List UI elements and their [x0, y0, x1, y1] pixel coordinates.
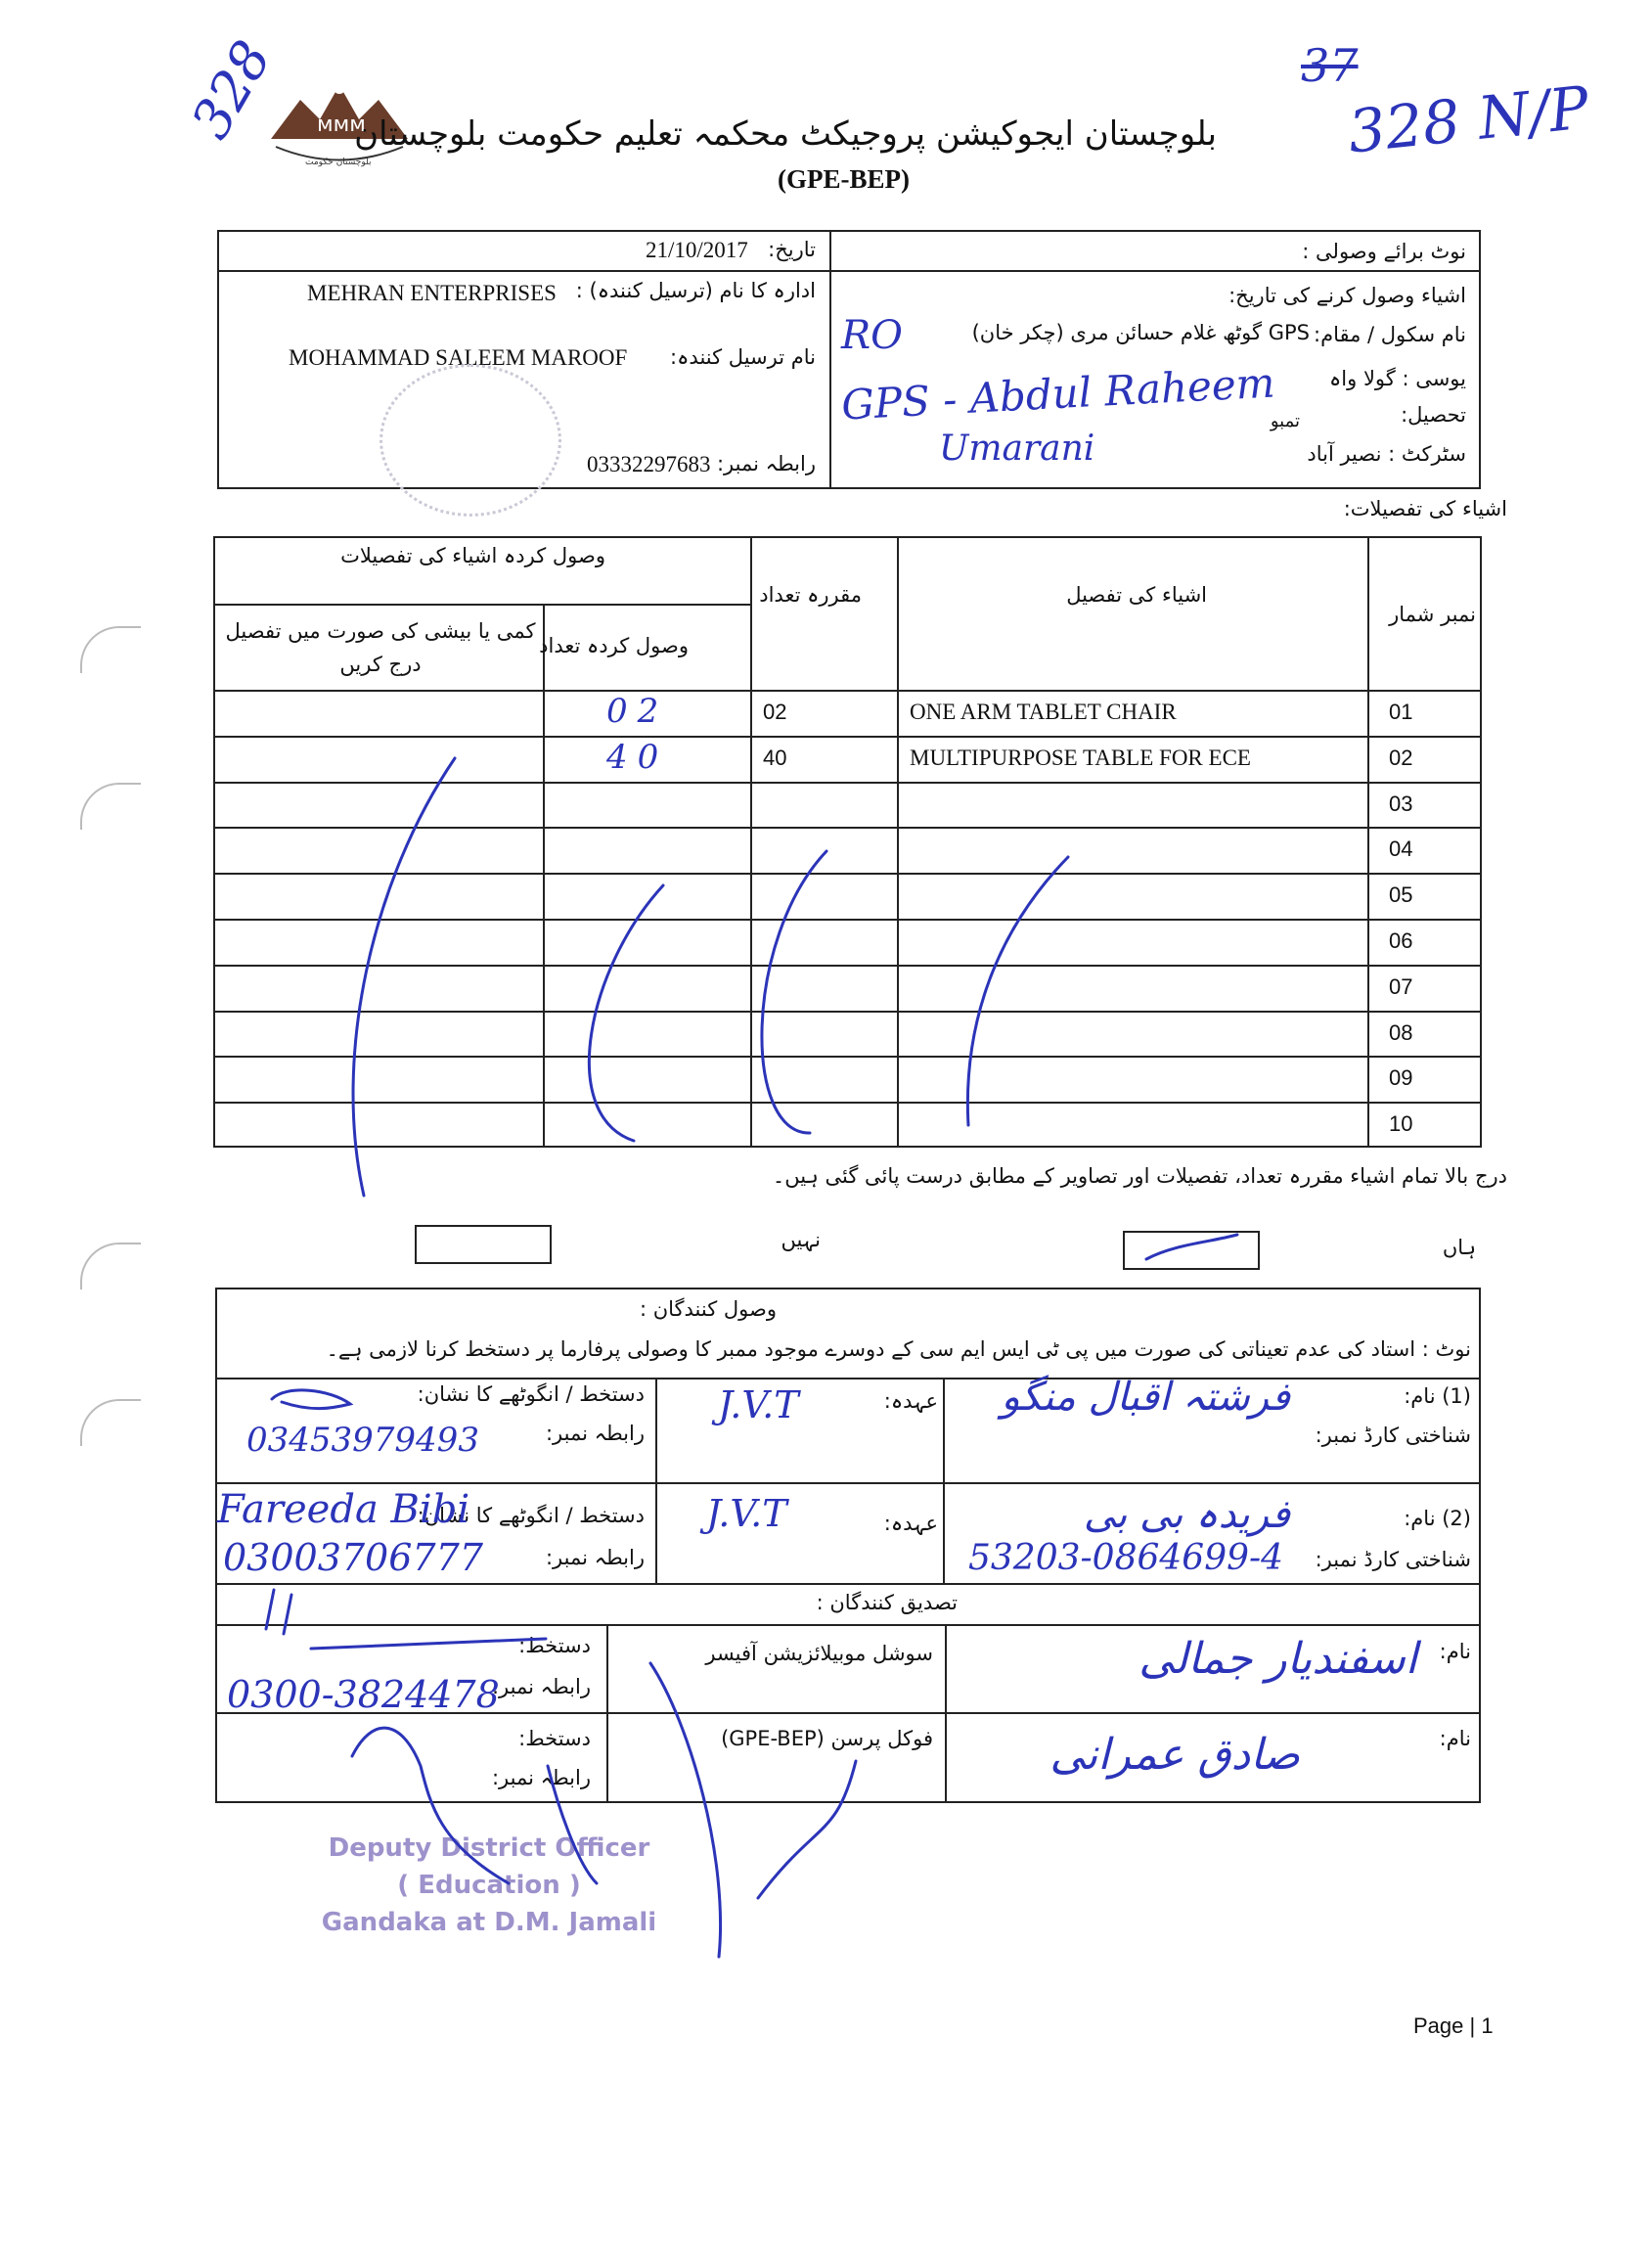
v1-contact-label: رابطہ نمبر:	[491, 1675, 591, 1698]
svg-text:ᴍᴍᴍ: ᴍᴍᴍ	[317, 113, 366, 137]
stamp-line-3: Gandaka at D.M. Jamali	[321, 1908, 657, 1937]
date-label: تاریخ:	[768, 238, 816, 261]
school-label: نام سکول / مقام:	[1314, 323, 1466, 346]
handwritten-struck-number: 37	[1301, 39, 1359, 92]
cancel-stroke	[589, 885, 663, 1141]
tehsil-label: تحصیل:	[1401, 403, 1466, 427]
items-section-label: اشیاء کی تفصیلات:	[1343, 497, 1507, 520]
v2-name: صادق عمرانی	[1049, 1730, 1300, 1780]
cell-serial: 06	[1389, 928, 1413, 953]
uc-label: یوسی : گولا واہ	[1329, 367, 1466, 390]
cell-serial: 10	[1389, 1111, 1413, 1137]
receivers-note: نوٹ : استاد کی عدم تعیناتی کی صورت میں پی ٹی ایس ایم سی کے دوسرے موجود ممبر کا وصولی پرفارما پر دستخط کرنا لازمی ہے۔	[326, 1337, 1471, 1361]
r1-sign-label: دستخط / انگوٹھے کا نشان:	[417, 1382, 645, 1406]
v1-signature	[266, 1590, 546, 1649]
sender-label: نام ترسیل کنندہ:	[670, 345, 816, 369]
district-label: سٹرکٹ : نصیر آباد	[1307, 442, 1466, 466]
v2-sign-label: دستخط:	[518, 1727, 591, 1750]
cell-received-qty: 40	[606, 737, 669, 777]
page-number: Page | 1	[1413, 2013, 1494, 2038]
r2-name: فریدہ بی بی	[1083, 1492, 1290, 1537]
school-value: GPS گوٹھ غلام حسائن مری (چکر خان)	[971, 321, 1310, 344]
cell-serial: 07	[1389, 973, 1413, 999]
org-value: MEHRAN ENTERPRISES	[307, 281, 557, 305]
cell-serial: 04	[1389, 837, 1413, 862]
contact-label: رابطہ نمبر:	[716, 452, 816, 475]
cell-serial: 02	[1389, 745, 1413, 770]
header-fixed-qty: مقررہ تعداد	[759, 583, 862, 607]
v2-role: فوکل پرسن (GPE-BEP)	[721, 1727, 933, 1750]
sender-value: MOHAMMAD SALEEM MAROOF	[289, 345, 628, 370]
cell-serial: 05	[1389, 882, 1413, 908]
v1-name-label: نام:	[1439, 1640, 1471, 1663]
page-subtitle: (GPE-BEP)	[778, 164, 910, 194]
r1-contact: 03453979493	[246, 1421, 479, 1460]
verifiers-section-label: تصدیق کنندگان :	[816, 1591, 958, 1614]
header-received-qty: وصول کردہ تعداد	[539, 634, 689, 657]
v2-name-label: نام:	[1439, 1727, 1471, 1750]
handwritten-umrani: Umarani	[939, 429, 1095, 469]
cell-serial: 09	[1389, 1065, 1413, 1091]
yes-label: ہاں	[1442, 1236, 1476, 1259]
r2-cnic-label: شناختی کارڈ نمبر:	[1315, 1548, 1471, 1571]
org-label: ادارہ کا نام (ترسیل کنندہ) :	[575, 279, 816, 302]
r1-signature	[272, 1390, 350, 1409]
v1-contact: 0300-3824478	[227, 1673, 500, 1716]
v1-name: اسفندیار جمالی	[1139, 1634, 1417, 1684]
r1-cnic-label: شناختی کارڈ نمبر:	[1315, 1424, 1471, 1447]
confirmation-statement: درج بالا تمام اشیاء مقررہ تعداد، تفصیلات اور تصاویر کے مطابق درست پائی گئی ہیں۔	[772, 1164, 1507, 1188]
note-label: نوٹ برائے وصولی :	[1302, 240, 1466, 263]
cell-serial: 03	[1389, 791, 1413, 816]
no-label: نہیں	[781, 1228, 821, 1251]
svg-text:بلوچستان حکومت: بلوچستان حکومت	[305, 158, 372, 167]
r1-contact-label: رابطہ نمبر:	[545, 1422, 645, 1445]
r2-designation: J.V.T	[706, 1492, 787, 1535]
v2-contact-label: رابطہ نمبر:	[491, 1766, 591, 1789]
cell-fixed-qty: 40	[763, 745, 787, 770]
r1-designation-label: عہدہ:	[883, 1389, 938, 1413]
r2-contact-label: رابطہ نمبر:	[545, 1546, 645, 1569]
yes-checkmark	[1146, 1235, 1237, 1259]
v1-sign-label: دستخط:	[518, 1634, 591, 1657]
handwritten-ro: RO	[841, 313, 903, 358]
cell-detail: MULTIPURPOSE TABLE FOR ECE	[910, 745, 1251, 770]
r1-name-label: (1) نام:	[1404, 1384, 1471, 1408]
date-value: 21/10/2017	[646, 238, 748, 262]
contact-value: 03332297683	[587, 452, 711, 476]
r1-designation: J.V.T	[718, 1383, 799, 1426]
page-title: بلوچستان ایجوکیشن پروجیکٹ محکمہ تعلیم حکومت بلوچستان	[354, 114, 1217, 154]
handwritten-reference-number: 328 N/P	[1345, 73, 1592, 167]
v2-signature	[352, 1728, 597, 1883]
cancel-stroke	[967, 857, 1068, 1125]
receive-date-label: اشیاء وصول کرنے کی تاریخ:	[1228, 284, 1466, 307]
receivers-section-label: وصول کنندگان :	[639, 1297, 777, 1321]
cell-serial: 08	[1389, 1019, 1413, 1045]
r2-designation-label: عہدہ:	[883, 1512, 938, 1535]
header-received-group: وصول کردہ اشیاء کی تفصیلات	[340, 544, 605, 567]
cell-detail: ONE ARM TABLET CHAIR	[910, 700, 1177, 724]
r1-name: فرشتہ اقبال منگو	[1001, 1375, 1290, 1420]
cancel-stroke	[353, 758, 455, 1196]
stamp-line-1: Deputy District Officer	[328, 1833, 650, 1863]
r2-sign-label: دستخط / انگوٹھے کا نشان:	[417, 1504, 645, 1527]
r2-contact: 03003706777	[223, 1536, 483, 1579]
header-shortage: کمی یا بیشی کی صورت میں تفصیل درج کریں	[225, 619, 536, 676]
v2-signature	[650, 1663, 856, 1957]
cancel-stroke	[762, 851, 826, 1133]
header-serial: نمبر شمار	[1389, 603, 1476, 626]
cell-fixed-qty: 02	[763, 700, 787, 724]
r2-name-label: (2) نام:	[1404, 1507, 1471, 1530]
r2-cnic: 53203-0864699-4	[968, 1538, 1284, 1578]
v1-role: سوشل موبیلائزیشن آفیسر	[705, 1642, 933, 1665]
r2-signature: Fareeda Bibi	[217, 1487, 470, 1532]
tehsil-value: تمبو	[1270, 411, 1300, 431]
handwritten-school-name: GPS - Abdul Raheem	[840, 358, 1276, 430]
handwritten-left-number: 328	[179, 30, 284, 149]
cell-received-qty: 02	[606, 692, 669, 731]
cell-serial: 01	[1389, 700, 1413, 724]
header-detail: اشیاء کی تفصیل	[1066, 583, 1207, 607]
stamp-line-2: ( Education )	[397, 1871, 581, 1900]
